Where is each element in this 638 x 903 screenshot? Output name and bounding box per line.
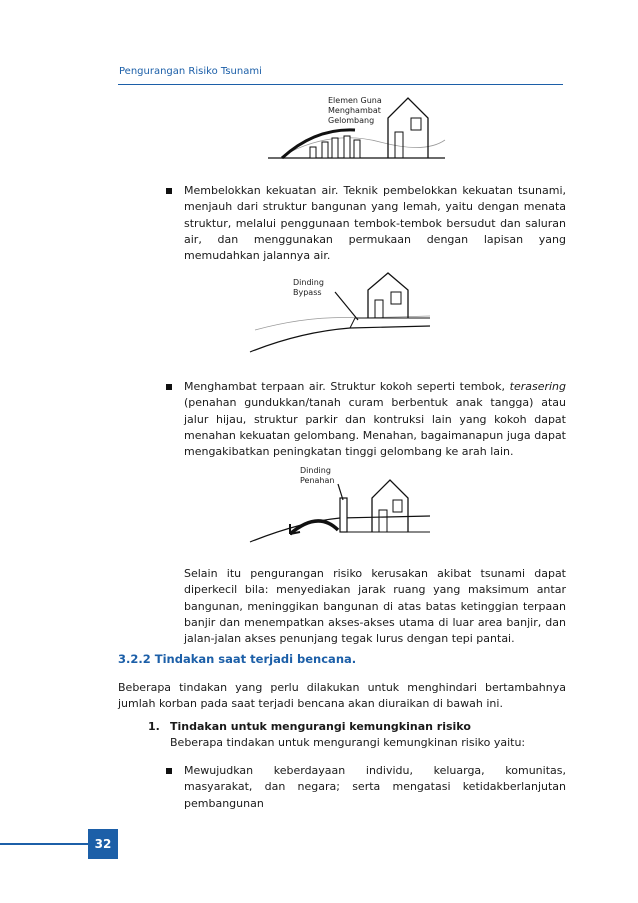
running-header: Pengurangan Risiko Tsunami bbox=[119, 66, 262, 77]
figure-bypass-wall bbox=[240, 270, 440, 355]
figure-retaining-wall bbox=[240, 462, 440, 550]
section-heading: 3.2.2 Tindakan saat terjadi bencana. bbox=[118, 652, 357, 666]
figure-label-bypass: Dinding Bypass bbox=[293, 278, 324, 297]
bullet-deflect: Membelokkan kekuatan air. Teknik pembelokkan kekuatan tsunami, menjauh dari struktur bangunan yang lemah, yaitu dengan menata struktur, melalui penggunaan tembok-tembok bersudut dan saluran air, dan menggunakan permukaan dengan lapisan yang memudahkan jalannya air. bbox=[166, 183, 566, 264]
page-number: 32 bbox=[88, 829, 118, 859]
bullet-mark bbox=[166, 188, 172, 194]
figure-label-barrier: Elemen Guna Menghambat Gelombang bbox=[328, 96, 382, 125]
header-rule bbox=[118, 84, 563, 85]
bullet-mark bbox=[166, 384, 172, 390]
bullet-empower: Mewujudkan keberdayaan individu, keluarga, komunitas, masyarakat, dan negara; serta mengatasi ketidakberlanjutan pembangunan bbox=[166, 763, 566, 812]
figure-label-retaining: Dinding Penahan bbox=[300, 466, 335, 485]
item-number: 1. bbox=[148, 720, 160, 733]
bullet-mark bbox=[166, 768, 172, 774]
page-tab-line bbox=[0, 843, 88, 845]
numbered-item-1 bbox=[148, 719, 566, 752]
bullet-block: Menghambat terpaan air. Struktur kokoh seperti tembok, terasering (penahan gundukkan/tanah curam berbentuk anak tangga) atau jalur hijau, struktur parkir dan kontruksi lain yang kokoh dapat menahan kekuatan gelombang. Menahan, bagaimanapun juga dapat mengakibatkan peningkatan tinggi gelombang ke arah lain. bbox=[166, 379, 566, 460]
item-subtitle: Beberapa tindakan untuk mengurangi kemungkinan risiko yaitu: bbox=[170, 736, 526, 750]
closing-paragraph: Selain itu pengurangan risiko kerusakan akibat tsunami dapat diperkecil bila: menyediakan jarak ruang yang maksimum antar bangunan, meninggikan bangunan di atas batas ketinggian terpaan banjir dan menempatkan akses-akses utama di luar area banjir, dan jalan-jalan akses penunjang tegak lurus dengan tepi pantai. bbox=[184, 567, 566, 646]
item-title: Tindakan untuk mengurangi kemungkinan risiko bbox=[170, 720, 471, 733]
section-intro: Beberapa tindakan yang perlu dilakukan untuk menghindari bertambahnya jumlah korban pada saat terjadi bencana akan diuraikan di bawah ini. bbox=[118, 681, 566, 711]
